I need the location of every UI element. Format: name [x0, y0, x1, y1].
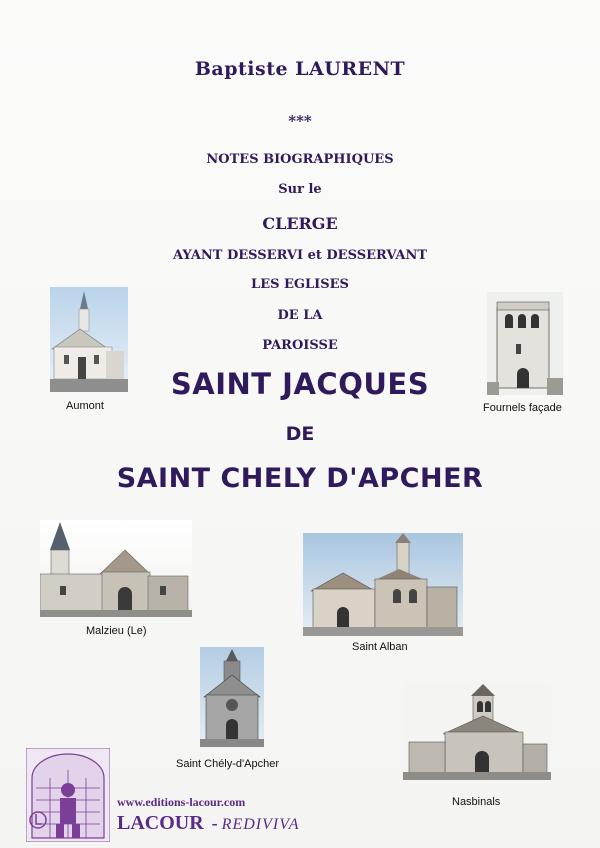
- publisher-collection: REDIVIVA: [221, 816, 300, 833]
- title-line-2: Sur le: [278, 182, 322, 197]
- author-name: Baptiste LAURENT: [194, 58, 406, 80]
- caption-nasbinals: Nasbinals: [452, 796, 501, 808]
- title-line-1: NOTES BIOGRAPHIQUES: [206, 152, 394, 167]
- photo-fournels: [487, 292, 563, 395]
- parish-name: SAINT JACQUES: [170, 367, 430, 401]
- title-line-4: AYANT DESSERVI et DESSERVANT: [172, 248, 428, 263]
- title-line-7: PAROISSE: [262, 338, 338, 353]
- publisher-name: [117, 812, 300, 835]
- caption-saint-chely: Saint Chély-d'Apcher: [176, 758, 279, 770]
- publisher-dash: -: [211, 813, 218, 833]
- caption-fournels: Fournels façade: [483, 402, 562, 414]
- caption-aumont: Aumont: [66, 400, 104, 412]
- title-line-6: DE LA: [277, 308, 323, 323]
- photo-malzieu: [40, 520, 192, 617]
- title-line-3: CLERGE: [262, 214, 338, 233]
- photo-aumont: [50, 287, 128, 392]
- publisher-logo: [26, 748, 110, 846]
- photo-saint-alban: [303, 533, 463, 636]
- publisher-name-text: LACOUR: [117, 812, 204, 834]
- town-name: SAINT CHELY D'APCHER: [116, 463, 484, 494]
- caption-saint-alban: Saint Alban: [352, 641, 408, 653]
- title-de: DE: [285, 423, 315, 445]
- photo-nasbinals: [403, 682, 551, 780]
- title-separator: ***: [288, 112, 312, 130]
- photo-saint-chely: [200, 647, 264, 747]
- publisher-website[interactable]: www.editions-lacour.com: [117, 795, 246, 809]
- title-line-5: LES EGLISES: [251, 277, 349, 292]
- caption-malzieu: Malzieu (Le): [86, 625, 147, 637]
